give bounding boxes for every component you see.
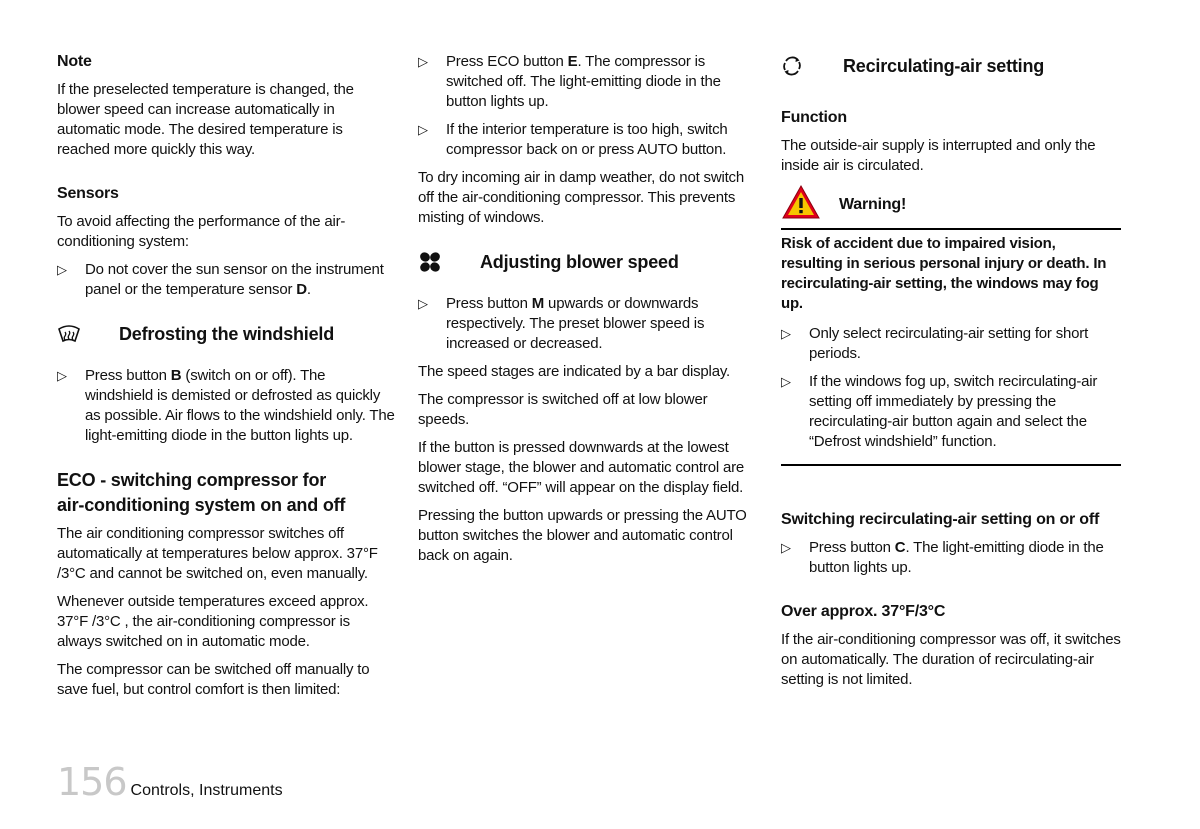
fan-icon [418,250,458,274]
list-item [418,52,758,112]
defrost-section-header [57,322,397,346]
list-item [418,120,758,160]
bullet-arrow-icon: ▷ [57,368,67,383]
bullet-arrow-icon: ▷ [418,54,428,69]
bullet-text-end: (switch on or off). The windshield is demisted or defrosted as quickly as possible. Air flows to the windshield only. The light-emitting diode in the button lights up. [85,367,395,444]
list-item [57,260,397,300]
windshield-defrost-icon [57,322,97,346]
bullet-text: Press button [446,295,532,312]
bullet-arrow-icon: ▷ [781,374,791,389]
page-footer [57,760,283,804]
function-text: The outside-air supply is interrupted and only the inside air is circulated. [781,137,1096,174]
warning-title: Warning! [839,196,907,213]
eco-paragraph: The compressor can be switched off manually to save fuel, but control comfort is then limited: [57,661,370,698]
column-middle [418,52,758,574]
over-text: If the air-conditioning compressor was off, it switches on automatically. The duration of recirculating-air setting is not limited. [781,631,1121,688]
note-heading: Note [57,53,92,70]
list-item [781,372,1121,452]
bullet-text: Only select recirculating-air setting for short periods. [809,325,1089,362]
section-title: Defrosting the windshield [119,324,335,344]
warning-triangle-icon [781,184,821,226]
bullet-arrow-icon: ▷ [418,122,428,137]
section-title: Recirculating-air setting [843,56,1045,76]
list-item [57,366,397,446]
section-name: Controls, Instruments [130,782,283,799]
eco-paragraph: Whenever outside temperatures exceed approx. 37°F /3°C , the air-conditioning compressor is always switched on in automatic mode. [57,593,369,650]
key-label: C [894,539,906,556]
eco-heading-line2: air-conditioning system on and off [57,495,346,515]
recirculation-icon [781,54,821,78]
bullet-arrow-icon: ▷ [418,296,428,311]
sensors-heading: Sensors [57,185,119,202]
function-heading: Function [781,109,847,126]
eco-heading [57,468,397,518]
bullet-text: Press ECO button [446,53,568,70]
eco-heading-line1: ECO - switching compressor for [57,470,327,490]
key-label: D [296,281,307,298]
list-item [418,294,758,354]
section-title: Adjusting blower speed [480,252,679,272]
column-right [781,52,1121,698]
paragraph: If the button is pressed downwards at the lowest blower stage, the blower and automatic control are switched off. “OFF” will appear on the display field. [418,439,745,496]
paragraph: The speed stages are indicated by a bar display. [418,363,730,380]
bullet-text: If the interior temperature is too high, switch compressor back on or press AUTO button. [446,121,728,158]
bullet-arrow-icon: ▷ [57,262,67,277]
paragraph: The compressor is switched off at low blower speeds. [418,391,708,428]
bullet-text-end: . The compressor is switched off. The light-emitting diode in the button lights up. [446,53,721,110]
bullet-text: Press button [809,539,895,556]
over-heading: Over approx. 37°F/3°C [781,603,946,620]
bullet-text-end: . The light-emitting diode in the button lights up. [809,539,1104,576]
list-item [781,538,1121,578]
sensors-text: To avoid affecting the performance of the air-conditioning system: [57,213,346,250]
bullet-arrow-icon: ▷ [781,540,791,555]
warning-text: Risk of accident due to impaired vision, resulting in serious personal injury or death. In recirculating-air setting, the windows may fog up. [781,235,1107,312]
bullet-text: Do not cover the sun sensor on the instrument panel or the temperature sensor [85,261,384,298]
paragraph: Pressing the button upwards or pressing the AUTO button switches the blower and automatic control back on again. [418,507,747,564]
bullet-text: If the windows fog up, switch recirculating-air setting off immediately by pressing the recirculating-air button again and select the “Defrost windshield” function. [809,373,1098,450]
bullet-text-end: upwards or downwards respectively. The preset blower speed is increased or decreased. [446,295,705,352]
bullet-text-end: . [306,281,311,298]
recirc-section-header [781,54,1121,78]
note-text: If the preselected temperature is changed, the blower speed can increase automatically in automatic mode. The desired temperature is reached more quickly this way. [57,81,354,158]
key-label: M [531,295,545,312]
blower-section-header [418,250,758,274]
paragraph: To dry incoming air in damp weather, do not switch off the air-conditioning compressor. This prevents misting of windows. [418,169,744,226]
column-left [57,52,397,708]
bullet-arrow-icon: ▷ [781,326,791,341]
key-label: E [567,53,578,70]
switch-heading: Switching recirculating-air setting on or off [781,511,1100,528]
warning-header [781,184,1121,230]
list-item [781,324,1121,364]
key-label: B [170,367,182,384]
warning-box [781,234,1121,466]
bullet-text: Press button [85,367,171,384]
eco-paragraph: The air conditioning compressor switches off automatically at temperatures below approx. 37°F /3°C and cannot be switched on, even manually. [57,525,378,582]
page-number: 156 [57,760,127,804]
